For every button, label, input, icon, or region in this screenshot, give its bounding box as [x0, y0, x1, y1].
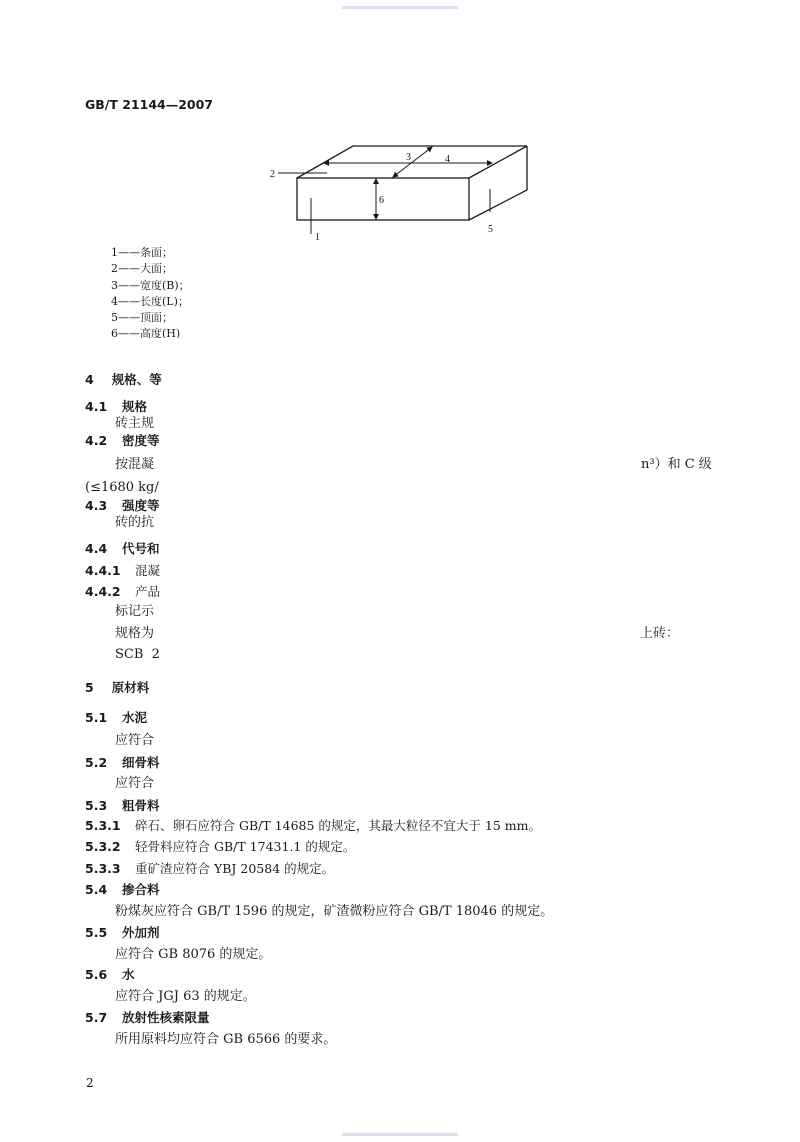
clause-title: 代号和 — [122, 541, 160, 556]
paragraph: 粉煤灰应符合 GB/T 1596 的规定，矿渣微粉应符合 GB/T 18046 的规定。 — [115, 904, 554, 919]
standard-number: GB/T 21144—2007 — [85, 97, 214, 112]
paragraph: (≤1680 kg/ — [85, 480, 159, 495]
brick-end-face — [469, 146, 527, 220]
legend-item: 6——高度(H) — [111, 327, 181, 338]
label-1: 1 — [315, 232, 320, 243]
label-6: 6 — [379, 195, 384, 206]
label-5: 5 — [488, 224, 493, 235]
paragraph-fragment: n³）和 C 级 — [641, 457, 712, 472]
paragraph: 标记示 — [115, 604, 155, 619]
clause-title: 水 — [122, 967, 135, 982]
section-title: 规格、等 — [111, 372, 162, 387]
label-3: 3 — [406, 152, 411, 163]
clause-number: 5.5 — [85, 925, 108, 940]
clause-number: 4.4.1 — [85, 563, 121, 578]
clause-number: 4.4 — [85, 541, 108, 556]
paragraph: 砖主规 — [115, 416, 155, 431]
clause-text: 重矿渣应符合 YBJ 20584 的规定。 — [135, 861, 335, 876]
page-number: 2 — [86, 1076, 94, 1090]
label-4: 4 — [445, 154, 450, 165]
clause-title: 外加剂 — [122, 925, 160, 940]
paragraph: 应符合 — [115, 733, 155, 748]
clause-number: 5.6 — [85, 967, 108, 982]
product-marking: SCB 2 — [115, 647, 160, 662]
legend-item: 4——长度(L)； — [111, 295, 189, 308]
clause-title: 掺合料 — [122, 882, 160, 897]
clause-number: 5.3 — [85, 798, 108, 813]
width-arrow — [393, 147, 432, 177]
paragraph: 规格为 — [115, 626, 155, 641]
legend-item: 3——宽度(B)； — [111, 279, 190, 292]
section-number: 5 — [85, 680, 94, 695]
clause-number: 5.3.1 — [85, 818, 121, 833]
clause-title: 水泥 — [122, 710, 148, 725]
clause-number: 5.3.3 — [85, 861, 121, 876]
paragraph: 应符合 — [115, 776, 155, 791]
clause-number: 5.3.2 — [85, 839, 121, 854]
section-number: 4 — [85, 372, 94, 387]
clause-title: 密度等 — [122, 433, 160, 448]
paragraph: 应符合 JGJ 63 的规定。 — [115, 989, 256, 1004]
clause-title: 规格 — [122, 399, 148, 414]
legend-item: 2——大面； — [111, 262, 173, 275]
clause-number: 5.1 — [85, 710, 108, 725]
label-2: 2 — [270, 169, 275, 180]
brick-diagram — [0, 0, 800, 260]
clause-text: 产品 — [135, 584, 161, 599]
legend-item: 1——条面； — [111, 246, 173, 259]
section-title: 原材料 — [111, 680, 150, 695]
clause-number: 4.2 — [85, 433, 108, 448]
clause-text: 混凝 — [135, 563, 161, 578]
clause-number: 4.3 — [85, 498, 108, 513]
watermark-bottom — [342, 1133, 458, 1136]
legend-item: 5——顶面； — [111, 311, 173, 324]
clause-text: 轻骨料应符合 GB/T 17431.1 的规定。 — [135, 839, 356, 854]
clause-number: 5.4 — [85, 882, 108, 897]
paragraph: 砖的抗 — [115, 515, 155, 530]
paragraph: 按混凝 — [115, 457, 155, 472]
paragraph-fragment: 上砖： — [640, 626, 680, 641]
clause-title: 细骨料 — [122, 755, 160, 770]
clause-title: 放射性核素限量 — [122, 1010, 210, 1025]
clause-number: 4.4.2 — [85, 584, 121, 599]
clause-number: 5.2 — [85, 755, 108, 770]
clause-title: 强度等 — [122, 498, 160, 513]
clause-number: 4.1 — [85, 399, 108, 414]
clause-number: 5.7 — [85, 1010, 108, 1025]
clause-text: 碎石、卵石应符合 GB/T 14685 的规定，其最大粒径不宜大于 15 mm。 — [135, 818, 541, 833]
clause-title: 粗骨料 — [122, 798, 160, 813]
paragraph: 应符合 GB 8076 的规定。 — [115, 947, 272, 962]
paragraph: 所用原料均应符合 GB 6566 的要求。 — [115, 1032, 337, 1047]
